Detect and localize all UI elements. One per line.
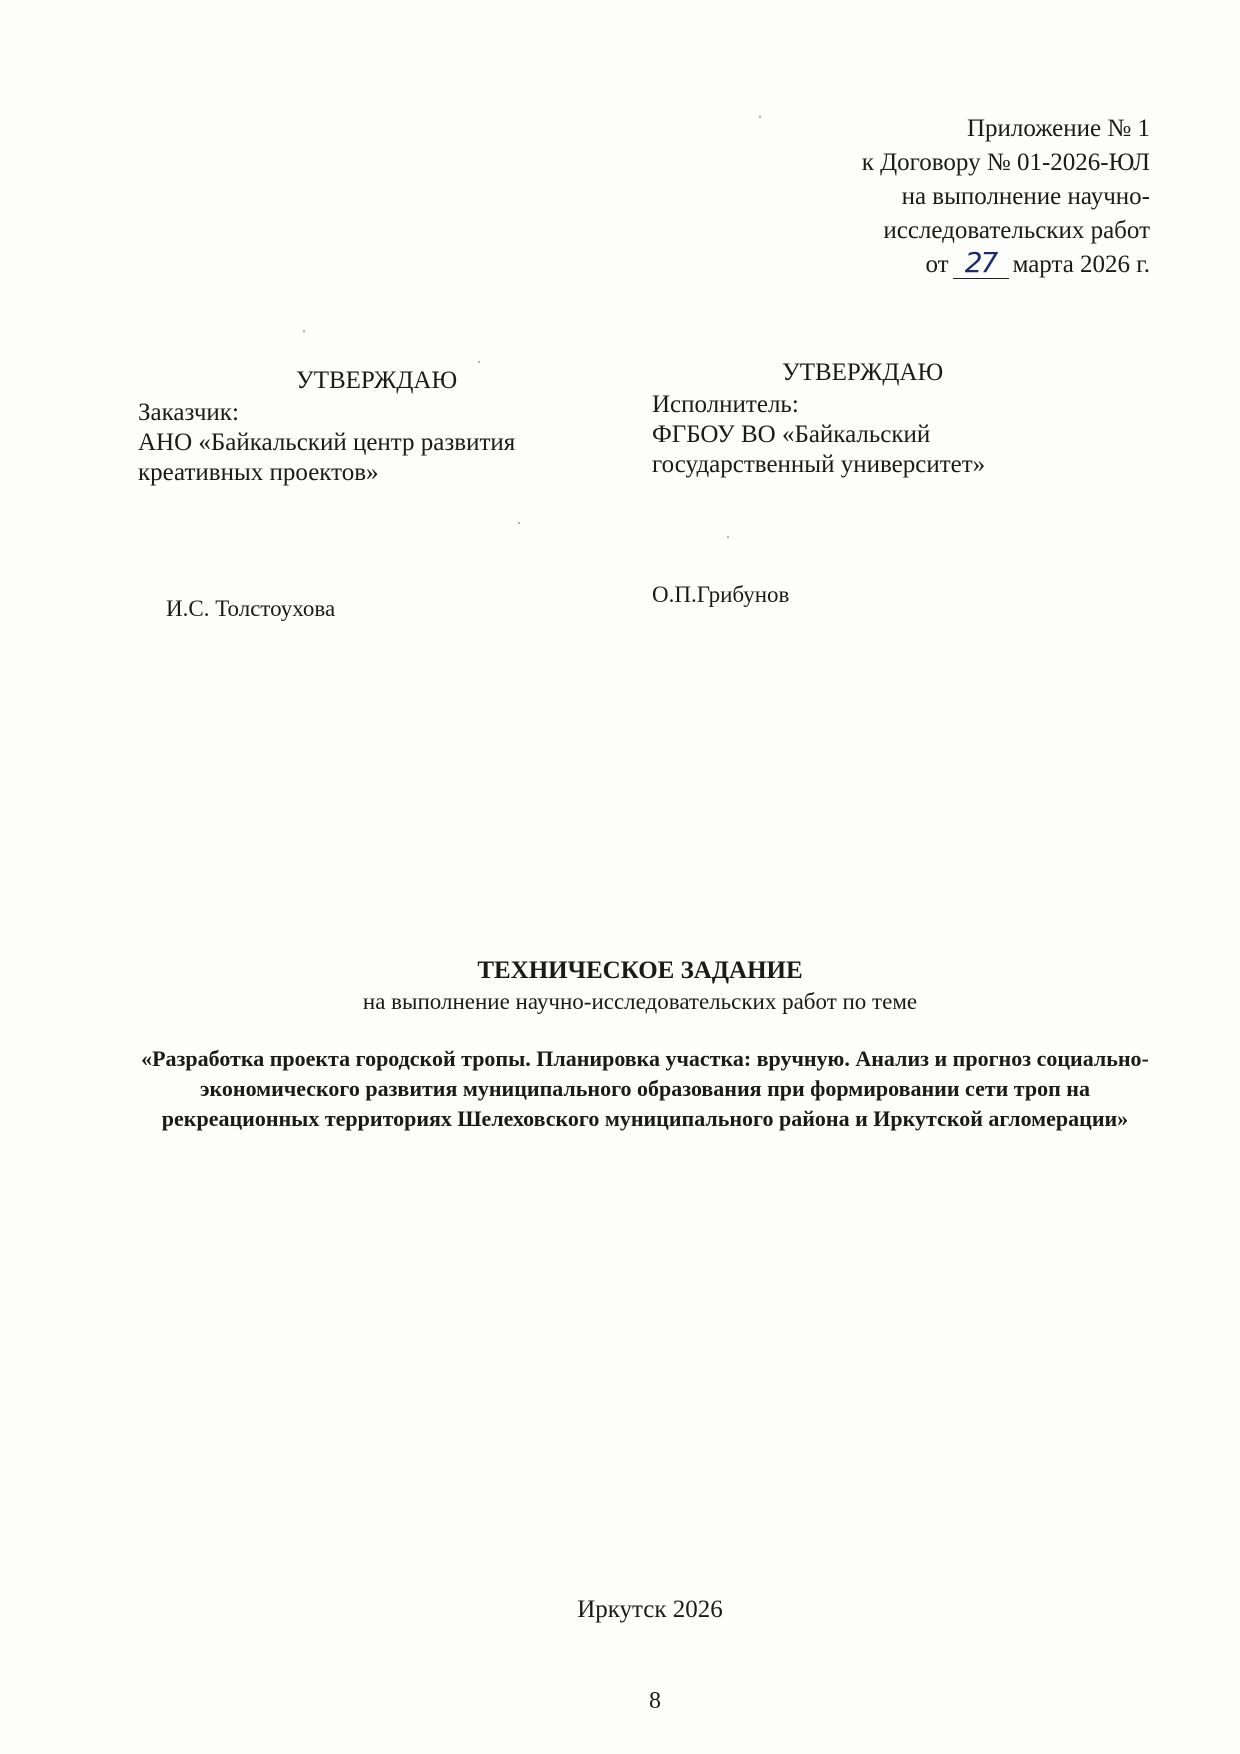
scan-speck <box>303 330 305 332</box>
appendix-number: Приложение № 1 <box>966 115 1150 142</box>
contractor-organization: ФГБОУ ВО «Байкальский государственный университет» <box>652 421 986 478</box>
contractor-signer-name: О.П.Грибунов <box>652 582 790 607</box>
appendix-reference <box>862 112 1150 282</box>
document-title-block <box>120 955 1160 1017</box>
customer-approval-heading: УТВЕРЖДАЮ <box>296 367 458 394</box>
customer-organization: АНО «Байкальский центр развития креативных проектов» <box>138 429 516 486</box>
contract-purpose-line2: исследовательских работ <box>883 217 1150 244</box>
scan-speck <box>478 361 480 363</box>
contract-purpose-line1: на выполнение научно- <box>901 183 1150 210</box>
page-number: 8 <box>649 1688 661 1714</box>
customer-approval-block <box>138 366 568 488</box>
contractor-role-label: Исполнитель: <box>652 391 799 418</box>
scan-speck <box>759 116 761 118</box>
research-topic: «Разработка проекта городской тропы. Планировка участка: вручную. Анализ и прогноз социально-экономического развития муниципального образования при формировании сети троп на рекреационных территориях Шелеховского муниципального района и Иркутской агломерации» <box>141 1046 1149 1131</box>
document-subtitle: на выполнение научно-исследовательских работ по теме <box>362 989 918 1014</box>
contract-date <box>862 248 1150 282</box>
customer-role-label: Заказчик: <box>138 399 239 426</box>
handwritten-date-value: 27 <box>964 246 997 279</box>
city-year: Иркутск 2026 <box>577 1596 723 1623</box>
date-prefix: от <box>925 251 949 278</box>
contract-reference: к Договору № 01-2026-ЮЛ <box>861 149 1150 176</box>
contractor-approval-block <box>652 359 1072 480</box>
handwritten-date-field <box>953 246 1009 279</box>
scan-speck <box>518 522 520 524</box>
customer-signer-name: И.С. Толстоухова <box>166 596 336 621</box>
document-title: ТЕХНИЧЕСКОЕ ЗАДАНИЕ <box>477 957 803 984</box>
scan-speck <box>727 536 729 538</box>
date-suffix: марта 2026 г. <box>1012 251 1150 278</box>
contractor-approval-heading: УТВЕРЖДАЮ <box>782 359 944 386</box>
